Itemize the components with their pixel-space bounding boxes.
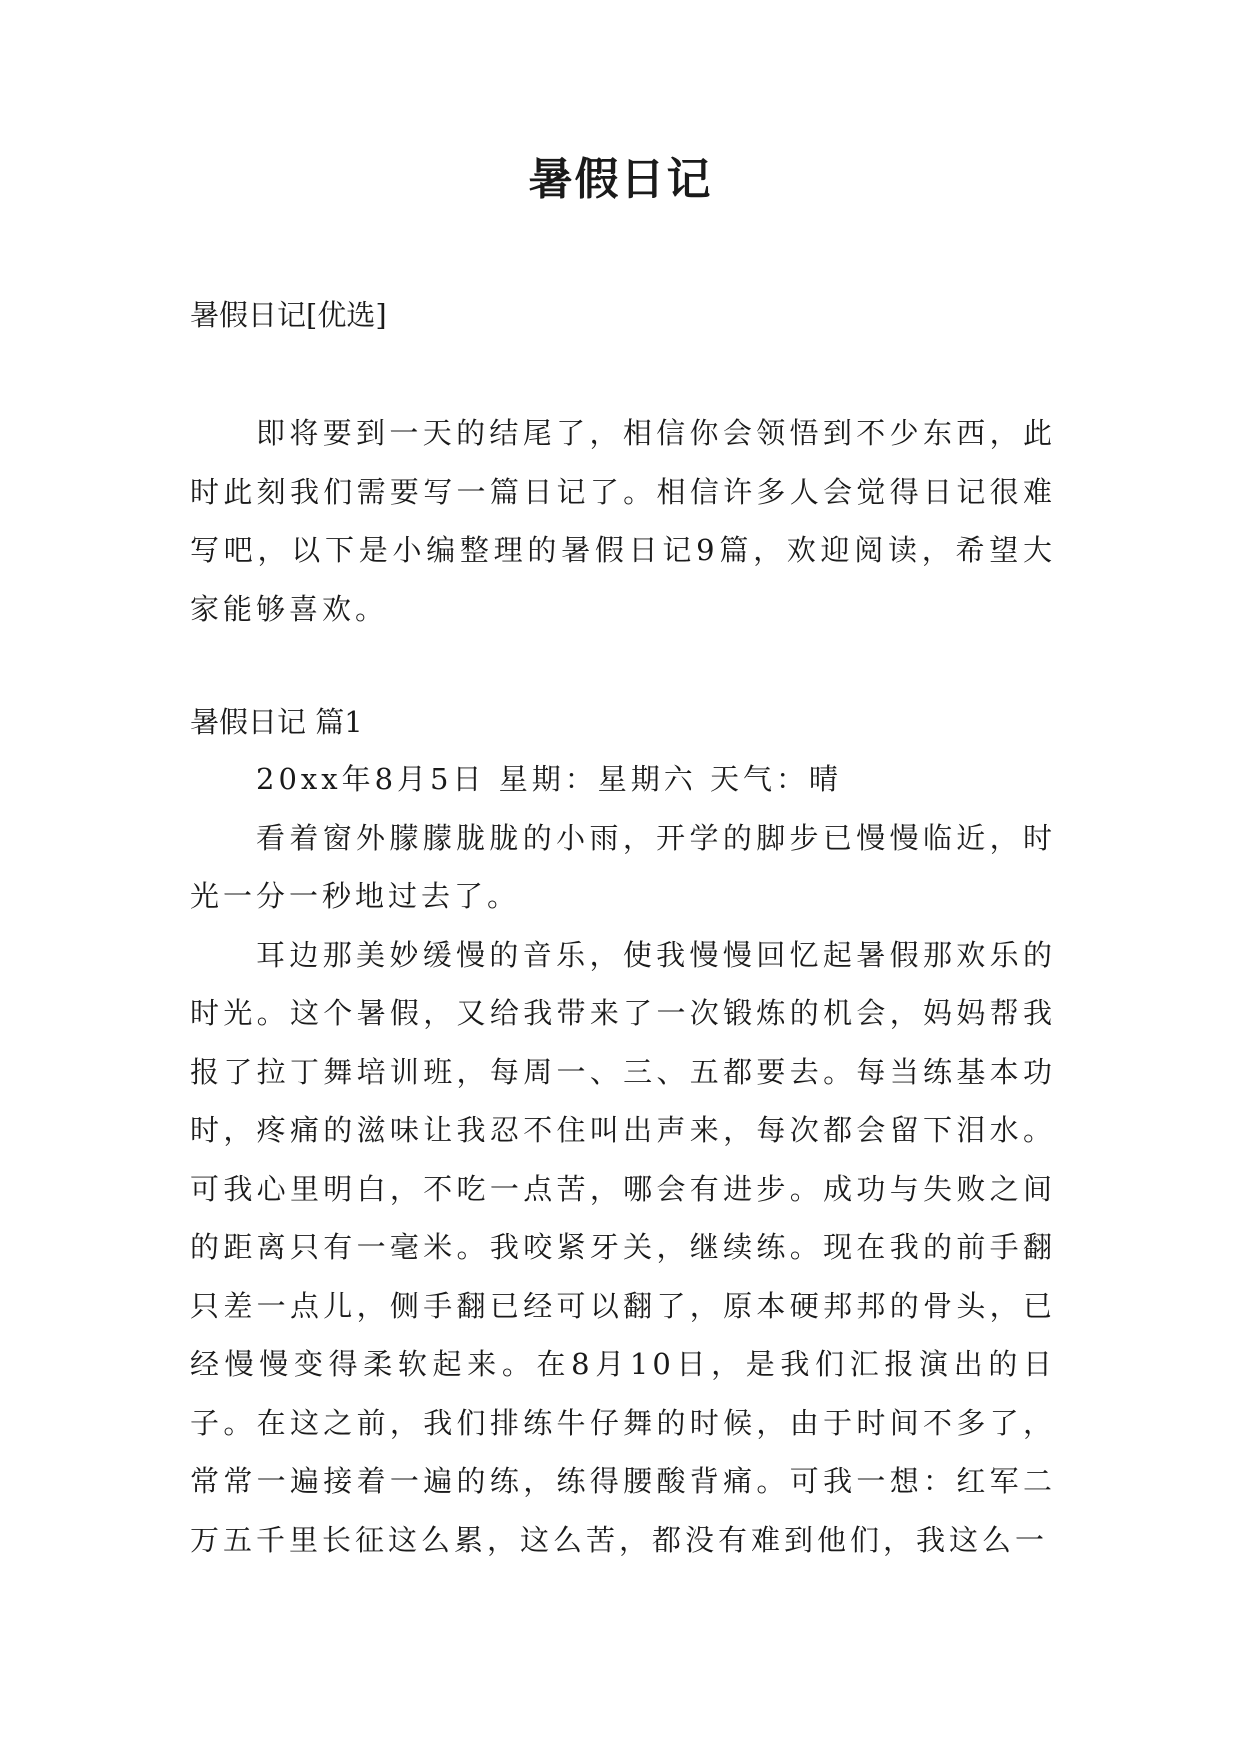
intro-paragraph: 即将要到一天的结尾了，相信你会领悟到不少东西，此时此刻我们需要写一篇日记了。相信许多人会觉得日记很难写吧，以下是小编整理的暑假日记9篇，欢迎阅读，希望大家能够喜欢。 <box>190 416 1056 626</box>
document-title: 暑假日记 <box>528 154 713 205</box>
entry-paragraph: 看着窗外朦朦胧胧的小雨，开学的脚步已慢慢临近，时光一分一秒地过去了。 <box>190 820 1056 913</box>
intro-block <box>190 404 1056 638</box>
section-heading: 暑假日记 篇1 <box>190 705 363 739</box>
entry-paragraph: 耳边那美妙缓慢的音乐，使我慢慢回忆起暑假那欢乐的时光。这个暑假，又给我带来了一次锻炼的机会，妈妈帮我报了拉丁舞培训班，每周一、三、五都要去。每当练基本功时，疼痛的滋味让我忍不住叫出声来，每次都会留下泪水。可我心里明白，不吃一点苦，哪会有进步。成功与失败之间的距离只有一毫米。我咬紧牙关，继续练。现在我的前手翻只差一点儿，侧手翻已经可以翻了，原本硬邦邦的骨头，已经慢慢变得柔软起来。在8月10日，是我们汇报演出的日子。在这之前，我们排练牛仔舞的时候，由于时间不多了，常常一遍接着一遍的练，练得腰酸背痛。可我一想：红军二万五千里长征这么累，这么苦，都没有难到他们，我这么一 <box>190 937 1056 1557</box>
document-subtitle: 暑假日记[优选] <box>190 298 387 332</box>
diary-entry <box>190 750 1056 1569</box>
entry-date-line: 20xx年8月5日 星期：星期六 天气：晴 <box>256 762 842 796</box>
